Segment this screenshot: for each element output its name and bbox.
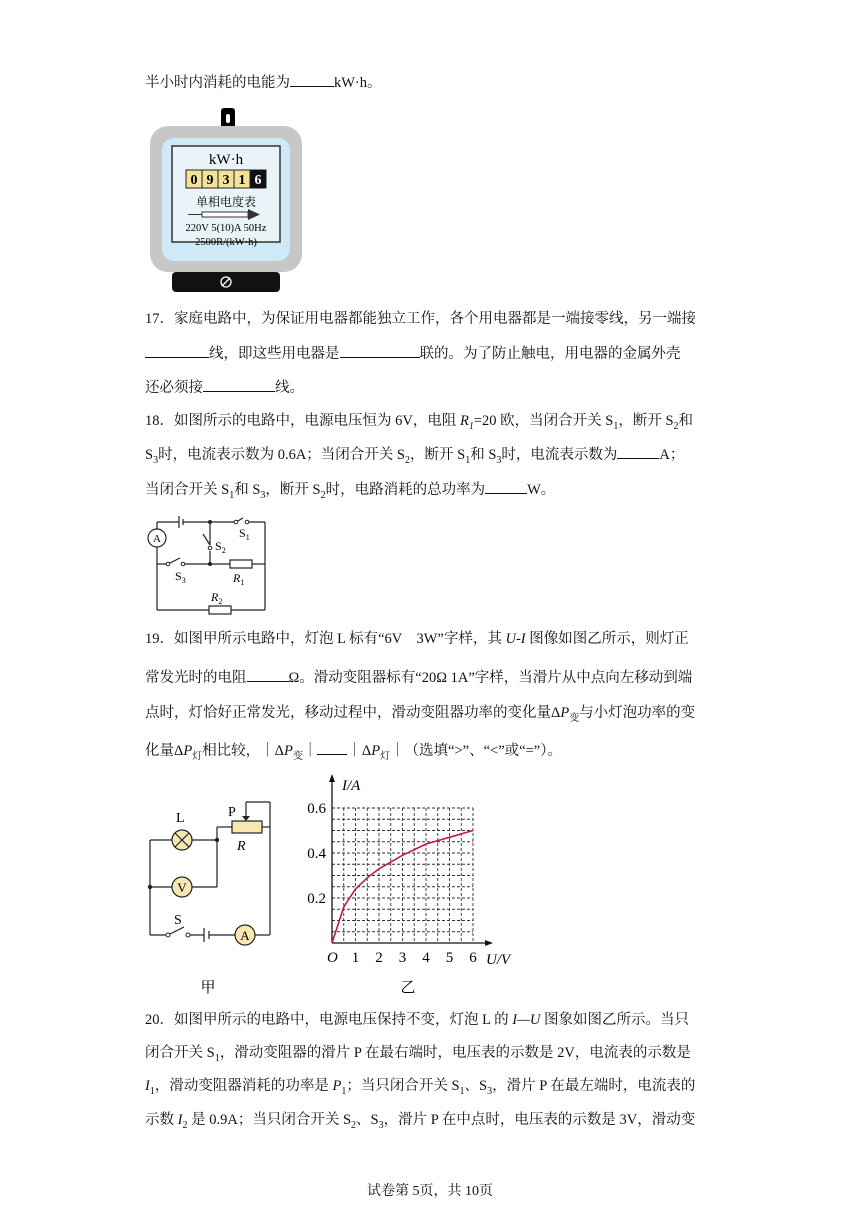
chart-x-label: U/V <box>486 952 511 968</box>
x-tick-label: 3 <box>398 950 407 966</box>
q20-line-2: 闭合开关 $S_1$，滑动变阻器的滑片 P 在最右端时，电压表的示数是 2V，电流表的示数是 <box>145 1045 691 1064</box>
y-axis-arrow <box>329 774 335 782</box>
q19-line-3: 点时，灯恰好正常发光，移动过程中，滑动变阻器功率的变化量$\Delta P_变$与小灯泡功率的变 <box>145 705 696 724</box>
switch-label: S <box>174 913 182 928</box>
x-tick-label: 4 <box>422 950 430 966</box>
figure-caption-jia: 甲 <box>200 980 216 996</box>
meter-spec-1: 220V 5(10)A 50Hz <box>185 223 267 234</box>
q19-circuit-diagram <box>140 800 280 1000</box>
y-tick-label: 0.2 <box>307 891 326 907</box>
rheostat-label: R <box>237 839 246 854</box>
q20-line-1: 20．如图甲所示的电路中，电源电压保持不变，灯泡 L 的 I—U 图象如图乙所示。当只 <box>145 1012 690 1028</box>
y-tick-label: 0.6 <box>307 801 326 817</box>
switch-s2-label: $S_2$ <box>215 539 226 555</box>
y-tick-label: 0.4 <box>307 846 326 862</box>
page-footer: 试卷第 5页，共 10页 <box>367 1184 493 1199</box>
x-tick-label: 2 <box>375 950 383 966</box>
meter-digits <box>186 170 266 188</box>
q19-iu-chart <box>290 768 530 1000</box>
meter-digit: 0 <box>190 173 198 188</box>
q17-line-1: 17．家庭电路中，为保证用电器都能独立工作，各个用电器都是一端接零线，另一端接 <box>145 311 696 327</box>
q17-line-2: 线，即这些用电器是 联的。为了防止触电，用电器的金属外壳 <box>145 343 681 364</box>
slider-label: P <box>228 805 236 820</box>
resistor-r1-label: $R_1$ <box>233 571 245 587</box>
x-tick-label: 6 <box>469 950 477 966</box>
x-tick-label: 1 <box>351 950 360 966</box>
lamp-label: L <box>176 811 185 826</box>
chart-y-label: I/A <box>342 778 361 794</box>
meter-name: 单相电度表 <box>195 195 257 209</box>
q16-text: 半小时内消耗的电能为 kW·h。 <box>145 72 382 93</box>
q18-line-2: $S_3$时，电流表示数为 0.6A；当闭合开关 $S_2$，断开 $S_1$和 $S_3$时，电流表示数为 A； <box>145 444 684 471</box>
chart-grid <box>332 808 473 943</box>
voltmeter-label: V <box>177 880 187 895</box>
q18-line-3: 当闭合开关 $S_1$和 $S_3$，断开 $S_2$时，电路消耗的总功率为 W。 <box>145 479 555 506</box>
q18-line-1: 18．如图所示的电路中，电源电压恒为 6V，电阻 $R_1=20$ 欧，当闭合开关 $S_1$，断开 $S_2$和 <box>145 413 694 432</box>
x-tick-label: 5 <box>445 950 454 966</box>
q17-line-3: 还必须接 线。 <box>145 377 304 398</box>
switch-s3-label: $S_3$ <box>175 569 186 585</box>
switch-s1-label: $S_1$ <box>239 526 250 542</box>
meter-digit: 9 <box>206 173 214 188</box>
figure-caption-yi: 乙 <box>400 980 416 996</box>
ammeter-label: A <box>240 928 250 943</box>
q18-circuit-diagram <box>143 505 273 615</box>
ammeter-label: A <box>153 533 161 545</box>
meter-spec-2: 2500R/(kW·h) <box>195 237 257 248</box>
q19-line-4: 化量$\Delta P_灯$相比较，$|\Delta P_变|$ $|\Delta P_灯|$（选填“>”、“<”或“=”）。 <box>145 740 562 767</box>
meter-unit: kW·h <box>208 152 244 168</box>
electricity-meter-image <box>150 108 305 298</box>
x-axis-arrow <box>485 940 493 946</box>
resistor-r2-label: $R_2$ <box>211 590 223 606</box>
q19-line-2: 常发光时的电阻 Ω。滑动变阻器标有“20Ω 1A”字样，当滑片从中点向左移动到端 <box>145 667 692 688</box>
meter-digit: 1 <box>238 173 246 188</box>
meter-digit: 3 <box>222 173 230 188</box>
q20-line-4: 示数 $I_2$ 是 0.9A；当只闭合开关 $S_2$、$S_3$，滑片 P 在中点时，电压表的示数是 3V，滑动变 <box>145 1112 696 1131</box>
meter-digit: 6 <box>254 173 262 188</box>
q20-line-3: $I_1$，滑动变阻器消耗的功率是 $P_1$；当只闭合开关 $S_1$、$S_3$，滑片 P 在最左端时，电流表的 <box>145 1078 696 1097</box>
q19-line-1: 19．如图甲所示电路中，灯泡 L 标有“6V 3W”字样，其 U-I 图像如图乙所示，则灯正 <box>145 631 689 647</box>
chart-origin-label: O <box>327 950 338 966</box>
